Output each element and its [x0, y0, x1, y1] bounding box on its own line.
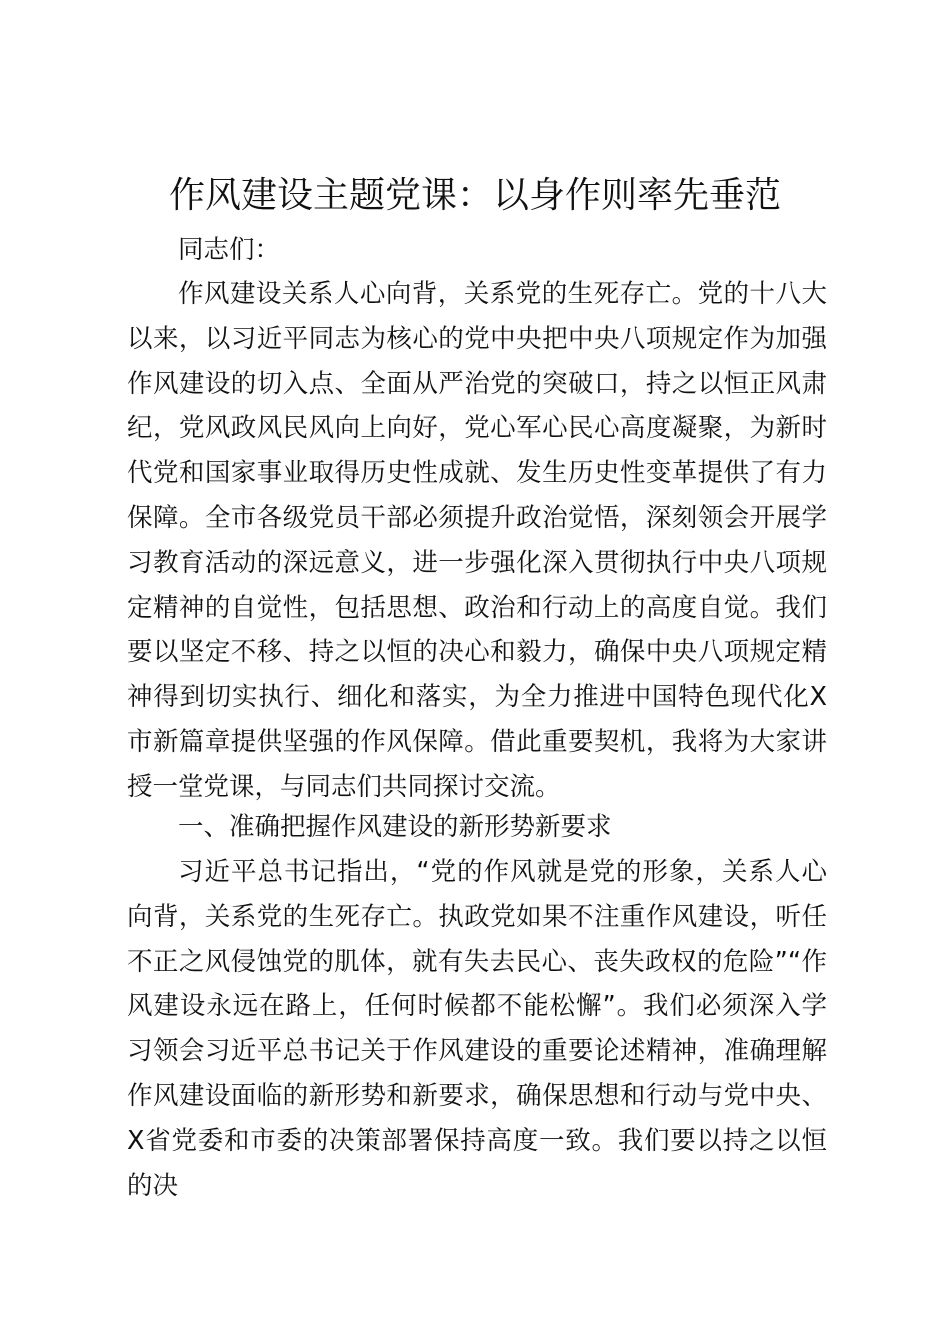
body-paragraph-1: 作风建设关系人心向背，关系党的生死存亡。党的十八大以来，以习近平同志为核心的党中央把中央八项规定作为加强作风建设的切入点、全面从严治党的突破口，持之以恒正风肃纪，党风政风民风向上向好，党心军心民心高度凝聚，为新时代党和国家事业取得历史性成就、发生历史性变革提供了有力保障。全市各级党员干部必须提升政治觉悟，深刻领会开展学习教育活动的深远意义，进一步强化深入贯彻执行中央八项规定精神的自觉性，包括思想、政治和行动上的高度自觉。我们要以坚定不移、持之以恒的决心和毅力，确保中央八项规定精神得到切实执行、细化和落实，为全力推进中国特色现代化X市新篇章提供坚强的作风保障。借此重要契机，我将为大家讲授一堂党课，与同志们共同探讨交流。: [127, 279, 827, 802]
document-title: 作风建设主题党课：以身作则率先垂范: [168, 175, 781, 216]
greeting: 同志们：: [178, 235, 281, 265]
body-paragraph-2: 习近平总书记指出，“党的作风就是党的形象，关系人心向背，关系党的生死存亡。执政党如果不注重作风建设，听任不正之风侵蚀党的肌体，就有失去民心、丧失政权的危险”“作风建设永远在路上，任何时候都不能松懈”。我们必须深入学习领会习近平总书记关于作风建设的重要论述精神，准确理解作风建设面临的新形势和新要求，确保思想和行动与党中央、X省党委和市委的决策部署保持高度一致。我们要以持之以恒的决: [127, 857, 827, 1201]
section-heading-1: 一、准确把握作风建设的新形势新要求: [178, 812, 612, 842]
